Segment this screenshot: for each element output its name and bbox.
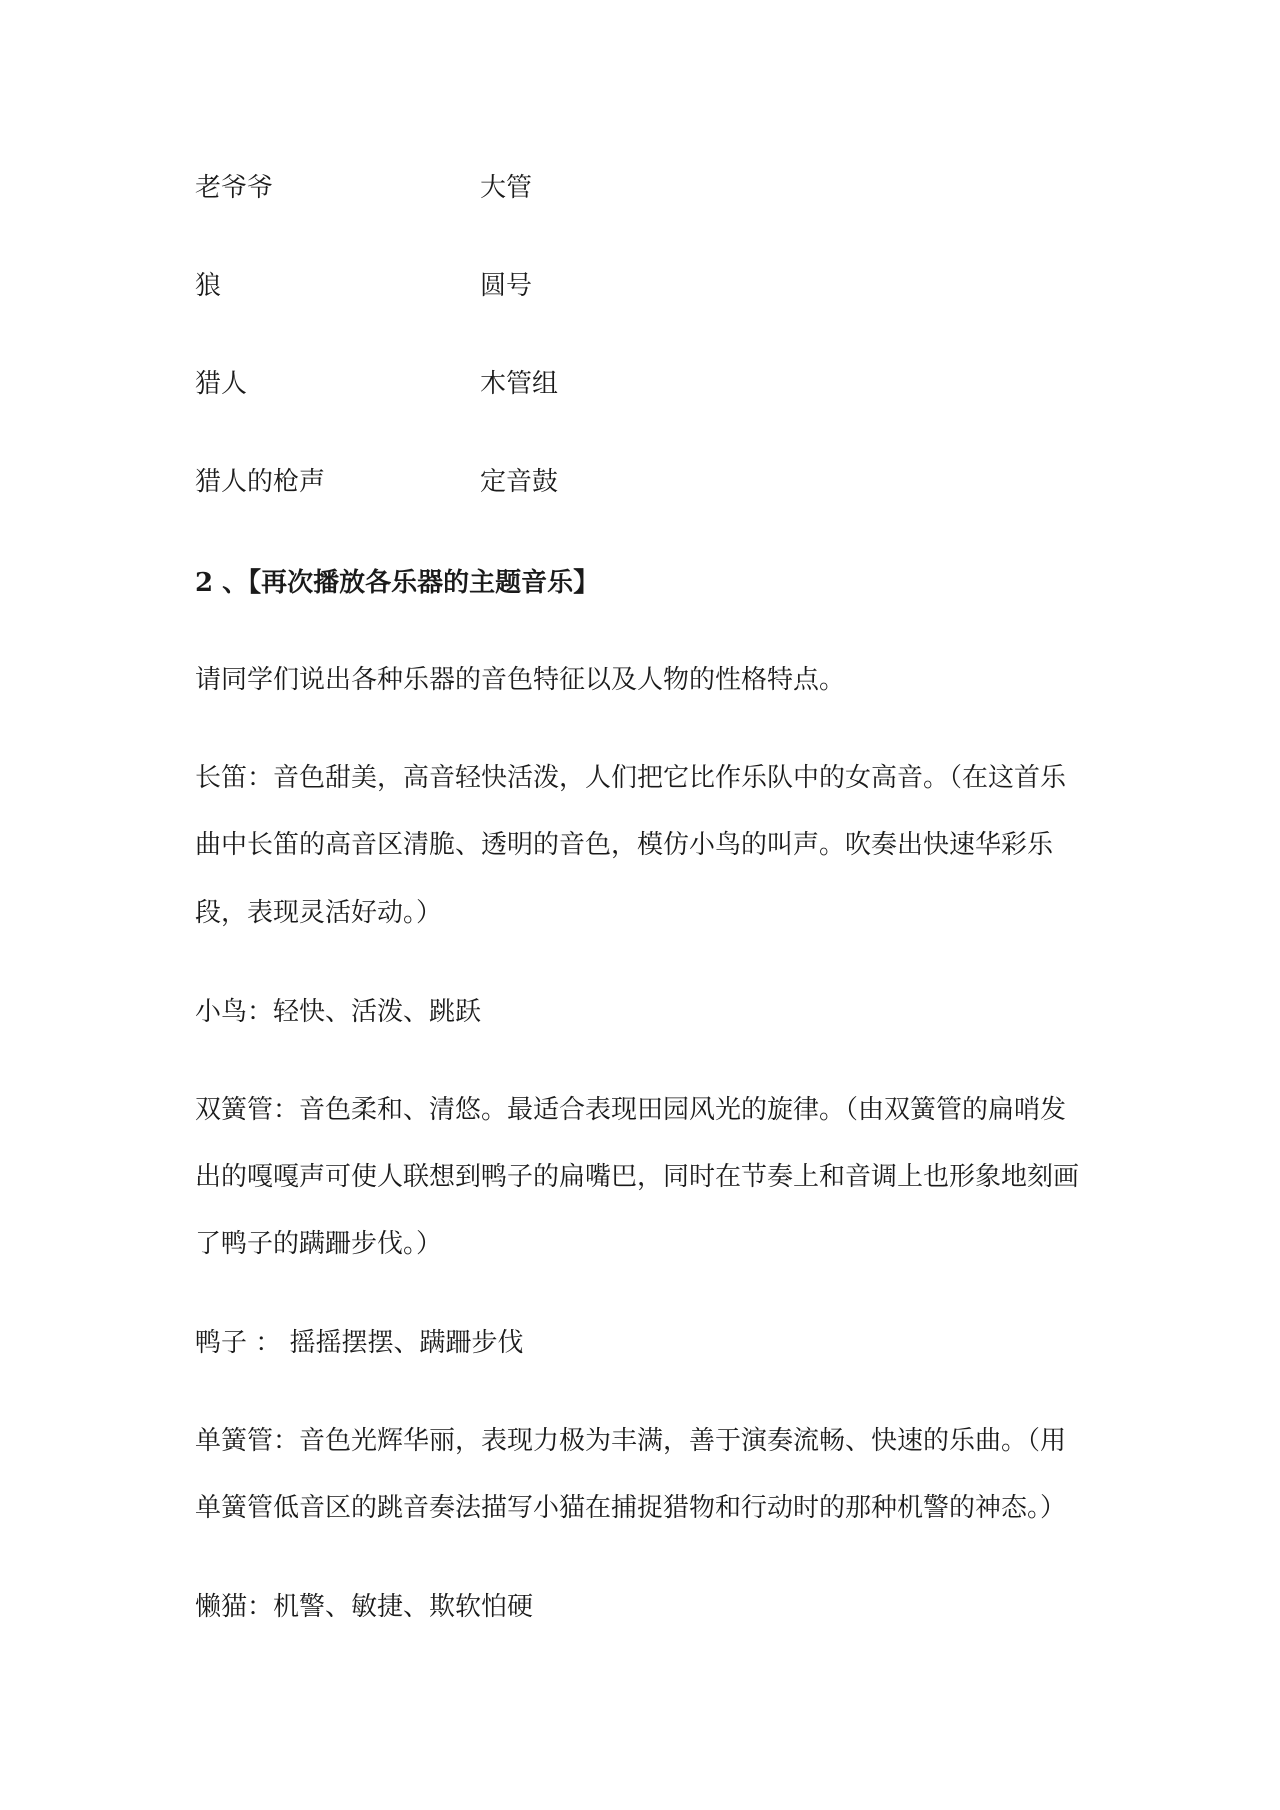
flute-line-2: 曲中长笛的高音区清脆、透明的音色，模仿小鸟的叫声。吹奏出快速华彩乐	[195, 830, 1054, 860]
bird-traits: 小鸟：轻快、活泼、跳跃	[195, 997, 482, 1027]
instrument-label: 定音鼓	[480, 467, 559, 497]
duck-traits: 鸭子 ： 摇摇摆摆、蹒跚步伐	[195, 1328, 524, 1358]
instrument-label: 圆号	[480, 271, 533, 301]
intro-text: 请同学们说出各种乐器的音色特征以及人物的性格特点。	[195, 665, 846, 695]
flute-line-3: 段，表现灵活好动。）	[195, 898, 443, 928]
oboe-line-2: 出的嘎嘎声可使人联想到鸭子的扁嘴巴，同时在节奏上和音调上也形象地刻画	[195, 1162, 1080, 1192]
role-label: 猎人的枪声	[195, 467, 326, 497]
pair-row-hunter	[195, 364, 1095, 404]
oboe-line-3: 了鸭子的蹒跚步伐。）	[195, 1229, 443, 1259]
oboe-line-1: 双簧管：音色柔和、清悠。最适合表现田园风光的旋律。（由双簧管的扁哨发	[195, 1095, 1067, 1125]
cat-traits: 懒猫：机警、敏捷、欺软怕硬	[195, 1592, 534, 1622]
pair-row-grandpa	[195, 168, 1095, 208]
role-label: 猎人	[195, 369, 248, 399]
flute-line-1: 长笛：音色甜美，高音轻快活泼，人们把它比作乐队中的女高音。（在这首乐	[195, 763, 1067, 793]
role-label: 老爷爷	[195, 173, 274, 203]
clarinet-line-2: 单簧管低音区的跳音奏法描写小猫在捕捉猎物和行动时的那种机警的神态。）	[195, 1493, 1067, 1523]
section-heading: 2 、【再次播放各乐器的主题音乐】	[195, 568, 600, 598]
instrument-label: 木管组	[480, 369, 559, 399]
pair-row-gunshot	[195, 462, 1095, 502]
pair-row-wolf	[195, 266, 1095, 306]
role-label: 狼	[195, 271, 222, 301]
clarinet-line-1: 单簧管：音色光辉华丽，表现力极为丰满，善于演奏流畅、快速的乐曲。（用	[195, 1426, 1067, 1456]
instrument-label: 大管	[480, 173, 533, 203]
